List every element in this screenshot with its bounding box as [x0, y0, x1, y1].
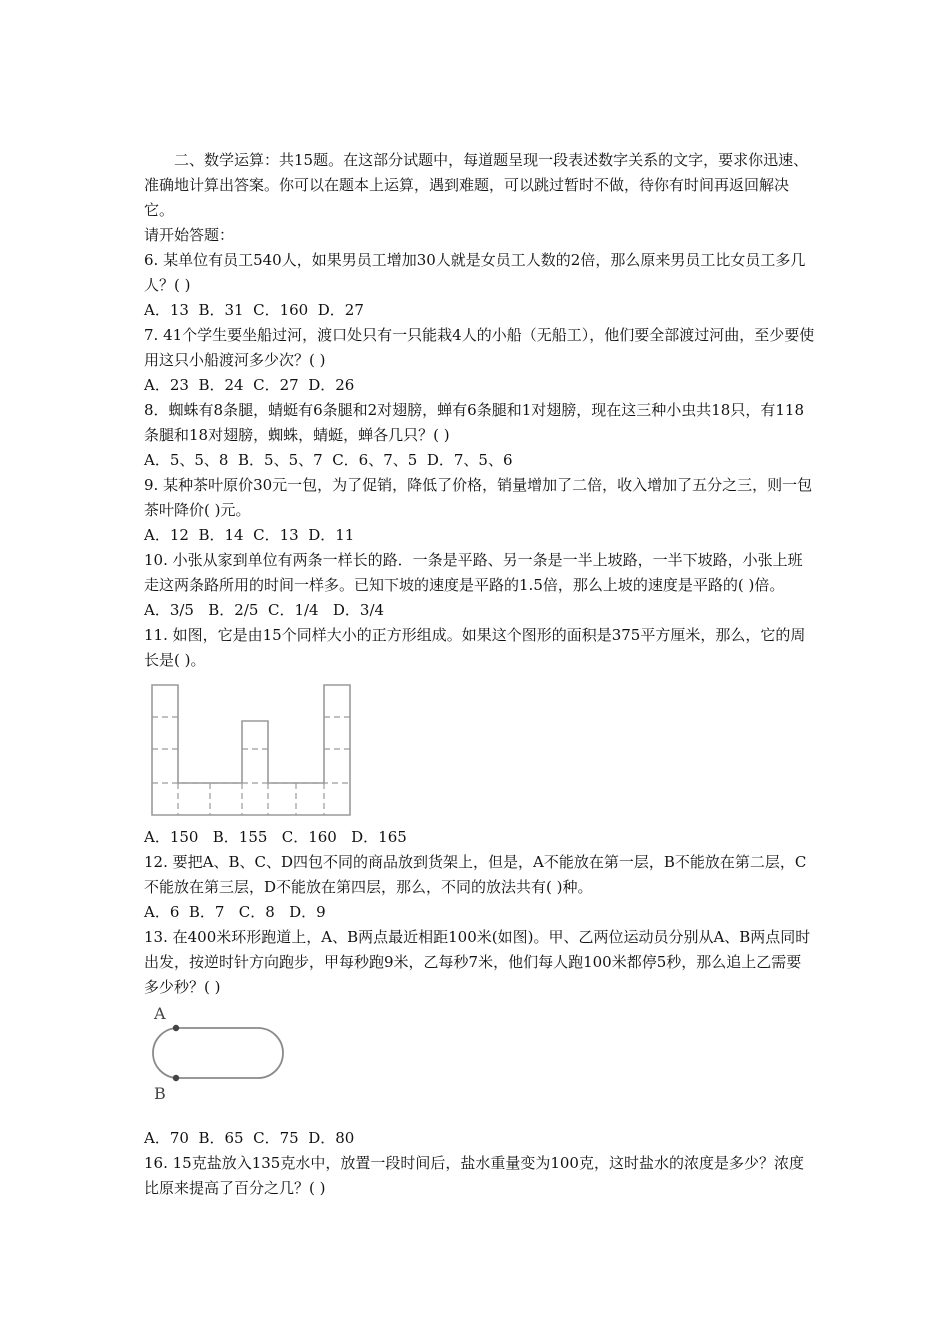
question-11: 11. 如图，它是由15个同样大小的正方形组成。如果这个图形的面积是375平方厘米，那么，它的周长是( )。: [144, 626, 806, 669]
question-10-options: A．3/5 B．2/5 C．1/4 D．3/4: [144, 601, 385, 619]
point-b: [173, 1075, 179, 1081]
question-8-options: A．5、5、8 B．5、5、7 C．6、7、5 D．7、5、6: [144, 451, 513, 469]
start-prompt: 请开始答题：: [144, 226, 235, 244]
question-9: 9. 某种茶叶原价30元一包，为了促销，降低了价格，销量增加了二倍，收入增加了五分之三，则一包茶叶降价( )元。: [144, 476, 813, 519]
question-13: 13. 在400米环形跑道上，A、B两点最近相距100米(如图)。甲、乙两位运动员分别从A、B两点同时出发，按逆时针方向跑步，甲每秒跑9米，乙每秒7米，他们每人跑100米都停5秒，那么追上乙需要多少秒？( ): [144, 928, 811, 996]
question-12: 12. 要把A、B、C、D四包不同的商品放到货架上，但是，A不能放在第一层，B不能放在第二层，C不能放在第三层，D不能放在第四层，那么，不同的放法共有( )种。: [144, 853, 807, 896]
document-page: [144, 148, 816, 1201]
question-8: 8．蜘蛛有8条腿，蜻蜓有6条腿和2对翅膀，蝉有6条腿和1对翅膀，现在这三种小虫共18只，有118条腿和18对翅膀，蜘蛛，蜻蜓，蝉各几只？( ): [144, 401, 804, 444]
question-6-options: A．13 B．31 C．160 D．27: [144, 301, 364, 319]
question-12-options: A．6 B．7 C．8 D．9: [144, 903, 326, 921]
question-11-options: A．150 B．155 C．160 D．165: [144, 828, 407, 846]
question-7: 7. 41个学生要坐船过河，渡口处只有一只能栽4人的小船（无船工），他们要全部渡过河曲，至少要使用这只小船渡河多少次？( ): [144, 326, 815, 369]
label-a: A: [154, 1004, 166, 1023]
question-16: 16. 15克盐放入135克水中，放置一段时间后，盐水重量变为100克，这时盐水的浓度是多少？浓度比原来提高了百分之几？( ): [144, 1154, 804, 1197]
question-9-options: A．12 B．14 C．13 D．11: [144, 526, 355, 544]
point-a: [173, 1025, 179, 1031]
question-13-options: A．70 B．65 C．75 D．80: [144, 1129, 355, 1147]
section-intro: 二、数学运算：共15题。在这部分试题中，每道题呈现一段表述数字关系的文字，要求你迅速、准确地计算出答案。你可以在题本上运算，遇到难题，可以跳过暂时不做，待你有时间再返回解决它。: [144, 151, 809, 219]
label-b: B: [154, 1084, 166, 1103]
squares-figure: [146, 679, 358, 821]
question-6: 6. 某单位有员工540人，如果男员工增加30人就是女员工人数的2倍，那么原来男员工比女员工多几人？( ): [144, 251, 806, 294]
track-figure: [146, 1004, 291, 1104]
question-7-options: A．23 B．24 C．27 D．26: [144, 376, 355, 394]
question-10: 10. 小张从家到单位有两条一样长的路．一条是平路、另一条是一半上坡路，一半下坡路，小张上班走这两条路所用的时间一样多。已知下坡的速度是平路的1.5倍，那么上坡的速度是平路的( )倍。: [144, 551, 803, 594]
